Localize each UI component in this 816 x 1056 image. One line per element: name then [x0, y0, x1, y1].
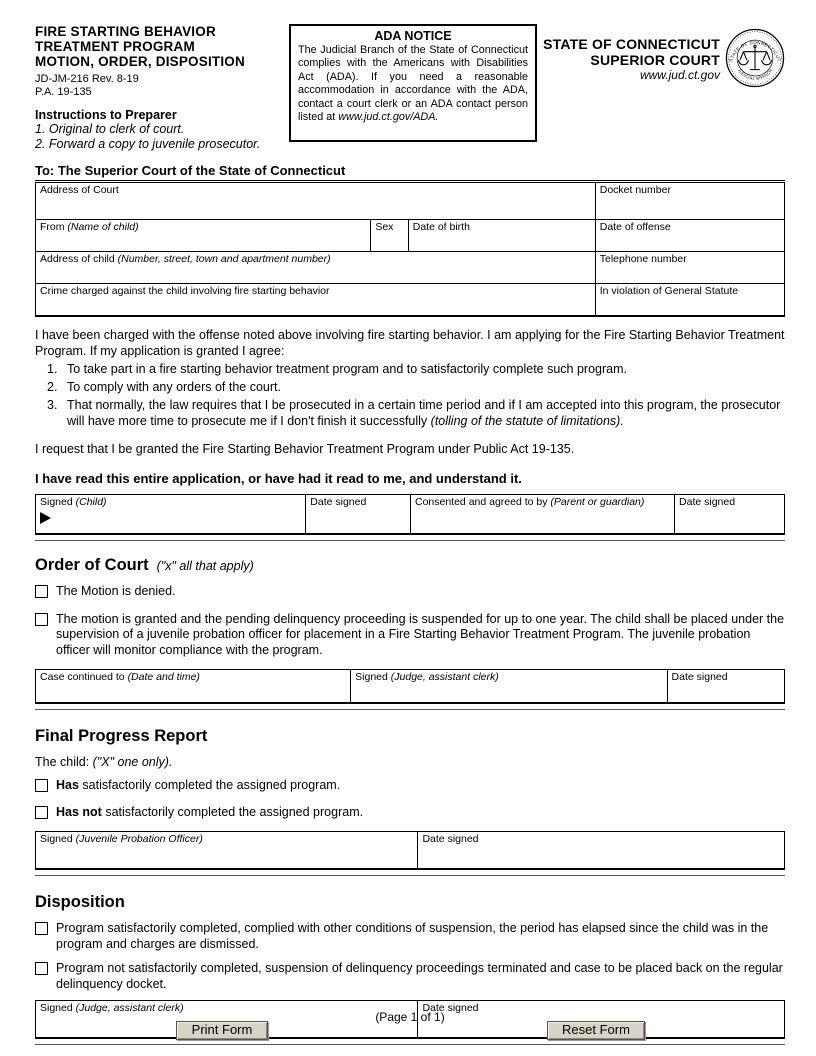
judge-signed-cell[interactable]: [350, 670, 666, 702]
consented-by-note: (Parent or guardian): [550, 496, 645, 508]
motion-granted-row: [35, 612, 785, 659]
judicial-website: www.jud.ct.gov: [639, 68, 720, 82]
case-continued-cell[interactable]: [36, 670, 350, 702]
telephone-number-cell[interactable]: [595, 252, 784, 283]
motion-denied-checkbox[interactable]: [35, 585, 48, 598]
section-divider: [35, 875, 785, 876]
list-item-text: That normally, the law requires that I be prosecuted in a certain time period and if I am accepted into this program, the prosecutor will have more time to prosecute me if I don't finish it successfully (tolling of the statute of limitations).: [67, 398, 781, 428]
seal-bottom-text: JUDICIAL BRANCH: [736, 67, 774, 81]
probation-officer-note: (Juvenile Probation Officer): [75, 833, 203, 845]
list-item-number: 3.: [47, 398, 58, 412]
form-title-block: [35, 24, 287, 151]
has-not-completed-row: [35, 805, 785, 821]
motion-granted-label: The motion is granted and the pending delinquency proceeding is suspended for up to one year. The child shall be placed under the supervision of a juvenile probation officer for placement in a Fire Starting Behavior Treatment Program. The juvenile probation officer will monitor compliance with the program.: [56, 611, 785, 657]
print-form-button[interactable]: Print Form: [176, 1021, 268, 1040]
list-item: [47, 397, 785, 429]
probation-officer-signed-cell[interactable]: [36, 832, 417, 868]
consented-by-cell[interactable]: [410, 495, 674, 533]
state-line-1: STATE OF CONNECTICUT: [543, 36, 720, 52]
page-indicator: (Page 1 of 1): [375, 1010, 445, 1024]
form-title-line3: MOTION, ORDER, DISPOSITION: [35, 54, 245, 69]
list-item: [47, 361, 785, 377]
docket-number-cell[interactable]: [595, 183, 784, 219]
ada-notice-body: [298, 44, 528, 124]
date-signed-label: Date signed: [422, 833, 479, 845]
instruction-2: 2. Forward a copy to juvenile prosecutor.: [35, 136, 261, 151]
date-of-offense-label: Date of offense: [599, 221, 671, 233]
tolling-note: (tolling of the statute of limitations).: [430, 414, 624, 428]
order-date-signed-cell[interactable]: [667, 670, 784, 702]
section-divider: [35, 709, 785, 710]
has-completed-row: [35, 778, 785, 794]
date-signed-parent-cell[interactable]: [674, 495, 784, 533]
program-completed-label: Program satisfactorily completed, complied with other conditions of suspension, the period has elapsed since the child was in the program and charges are dismissed.: [56, 921, 769, 951]
from-label: From (Name of child): [40, 221, 139, 233]
court-info-table: [35, 183, 785, 317]
motion-granted-checkbox[interactable]: [35, 613, 48, 626]
section-divider: [35, 540, 785, 541]
motion-denied-label: The Motion is denied.: [56, 584, 176, 598]
program-not-completed-checkbox[interactable]: [35, 962, 48, 975]
has-not-completed-checkbox[interactable]: [35, 806, 48, 819]
case-continued-label: Case continued to (Date and time): [40, 671, 200, 683]
date-signed-child-cell[interactable]: [305, 495, 410, 533]
list-item-number: 1.: [47, 362, 58, 376]
address-of-child-note: (Number, street, town and apartment number): [117, 253, 331, 265]
application-signature-table: [35, 494, 785, 535]
program-completed-checkbox[interactable]: [35, 922, 48, 935]
consented-by-label: Consented and agreed to by (Parent or guardian): [414, 496, 645, 508]
date-signed-label: Date signed: [679, 496, 736, 508]
application-conditions-list: [47, 361, 785, 429]
disposition-heading: Disposition: [35, 893, 125, 911]
instructions-title: Instructions to Preparer: [35, 108, 177, 122]
disposition-judge-signed-label: Signed (Judge, assistant clerk): [40, 1002, 184, 1014]
form-number: JD-JM-216 Rev. 8-19: [35, 73, 139, 85]
general-statute-label: In violation of General Statute: [599, 285, 739, 297]
form-title-line1: FIRE STARTING BEHAVIOR: [35, 24, 216, 39]
final-progress-heading: Final Progress Report: [35, 727, 208, 745]
program-not-completed-row: [35, 961, 785, 992]
signed-child-label: Signed (Child): [40, 496, 107, 508]
telephone-number-label: Telephone number: [599, 253, 687, 265]
program-completed-row: [35, 921, 785, 952]
ada-notice-title: ADA NOTICE: [374, 29, 452, 43]
crime-charged-cell[interactable]: [36, 284, 595, 315]
request-statement: I request that I be granted the Fire Starting Behavior Treatment Program under Public Act 19-135.: [35, 442, 575, 456]
list-item-number: 2.: [47, 380, 58, 394]
list-item-text: To take part in a fire starting behavior treatment program and to satisfactorily complete such program.: [67, 362, 627, 376]
sex-label: Sex: [375, 221, 394, 233]
docket-number-label: Docket number: [599, 184, 671, 196]
order-of-court-heading: Order of Court ("x" all that apply): [35, 556, 254, 574]
state-text-block: [543, 28, 720, 82]
date-signed-label: Date signed: [671, 671, 728, 683]
signed-child-note: (Child): [75, 496, 107, 508]
date-of-offense-cell[interactable]: [595, 220, 784, 251]
from-cell[interactable]: [36, 220, 370, 251]
connecticut-judicial-seal-icon: [725, 28, 785, 88]
form-header: [35, 24, 785, 151]
signature-arrow-icon: [40, 512, 51, 524]
scales-of-justice-icon: [739, 45, 772, 69]
address-of-child-label: Address of child (Number, street, town and apartment number): [40, 253, 331, 265]
court-identity-block: [537, 24, 785, 88]
sex-cell[interactable]: [370, 220, 407, 251]
ada-notice-box: [289, 24, 537, 142]
instruction-1: 1. Original to clerk of court.: [35, 122, 185, 136]
progress-signature-table: [35, 831, 785, 870]
acknowledgment-statement: I have read this entire application, or have had it read to me, and understand it.: [35, 471, 522, 486]
reset-form-button[interactable]: Reset Form: [547, 1021, 645, 1040]
form-title-line2: TREATMENT PROGRAM: [35, 39, 195, 54]
address-of-court-cell[interactable]: [36, 183, 595, 219]
form-footer: [35, 1003, 785, 1048]
motion-denied-row: [35, 584, 785, 600]
list-item: [47, 379, 785, 395]
order-of-court-note: ("x" all that apply): [156, 559, 254, 573]
x-one-only-note: ("X" one only).: [92, 755, 173, 769]
address-of-child-cell[interactable]: [36, 252, 595, 283]
program-not-completed-label: Program not satisfactorily completed, suspension of delinquency proceedings terminated and case to be placed back on the regular delinquency docket.: [56, 961, 783, 991]
order-signature-table: [35, 669, 785, 704]
seal-top-text: STATE OF CONNECTICUT: [728, 39, 782, 63]
ada-notice-text: The Judicial Branch of the State of Connecticut complies with the Americans with Disabilities Act (ADA). If you need a reasonable accommodation in accordance with the ADA, contact a court clerk or an ADA contact person listed at: [298, 44, 528, 124]
application-intro: I have been charged with the offense noted above involving fire starting behavior. I am applying for the Fire Starting Behavior Treatment Program. If my application is granted I agree:: [35, 328, 785, 358]
final-progress-intro: The child: ("X" one only).: [35, 755, 173, 769]
general-statute-cell[interactable]: [595, 284, 784, 315]
has-completed-label: Has satisfactorily completed the assigned program.: [56, 778, 341, 792]
date-signed-label: Date signed: [422, 1002, 479, 1014]
progress-date-signed-cell[interactable]: [417, 832, 784, 868]
state-line-2: SUPERIOR COURT: [590, 52, 720, 68]
date-signed-label: Date signed: [310, 496, 367, 508]
crime-charged-label: Crime charged against the child involving fire starting behavior: [40, 285, 330, 297]
address-of-court-label: Address of Court: [40, 184, 119, 196]
from-label-note: (Name of child): [67, 221, 139, 233]
judge-signed-note: (Judge, assistant clerk): [390, 671, 499, 683]
signed-child-cell[interactable]: [36, 495, 305, 533]
probation-officer-signed-label: Signed (Juvenile Probation Officer): [40, 833, 203, 845]
judge-signed-label: Signed (Judge, assistant clerk): [355, 671, 499, 683]
disposition-judge-note: (Judge, assistant clerk): [75, 1002, 184, 1014]
ada-notice-link: www.jud.ct.gov/ADA.: [338, 111, 439, 124]
public-act-number: P.A. 19-135: [35, 86, 92, 98]
has-not-completed-label: Has not satisfactorily completed the assigned program.: [56, 804, 364, 819]
has-completed-checkbox[interactable]: [35, 779, 48, 792]
list-item-text: To comply with any orders of the court.: [67, 380, 281, 394]
to-superior-court-heading: To: The Superior Court of the State of Connecticut: [35, 163, 346, 178]
date-of-birth-cell[interactable]: [408, 220, 595, 251]
date-of-birth-label: Date of birth: [412, 221, 470, 233]
case-continued-note: (Date and time): [127, 671, 200, 683]
